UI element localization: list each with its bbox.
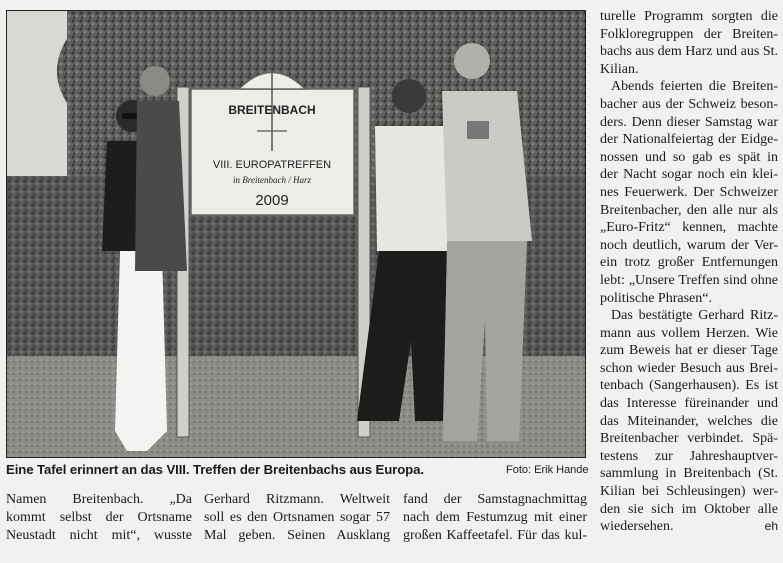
text-line: testens zur Jahreshauptver- (600, 448, 778, 464)
text-line-last (600, 518, 778, 536)
text-line: tenbach (Sangerhausen). Es ist (600, 378, 778, 394)
text-line: nach dem Festumzug mit einer (403, 510, 587, 525)
text-line: Namen Breitenbach. „Da (6, 492, 192, 507)
text-line: fand der Samstagnachmittag (403, 492, 587, 507)
text-line: der Nationalfeiertag der Eidge- (600, 132, 778, 148)
text-line: Breitenbacher, den alle nur als (600, 202, 778, 218)
photo-credit: Foto: Erik Hande (506, 464, 589, 476)
text-line: lebt: „Unsere Treffen sind ohne (600, 272, 778, 288)
text-line: zum Beweis hat er dieser Tage (600, 343, 778, 359)
text-line: Neustadt nicht mit“, wusste (6, 528, 192, 543)
text-line: bachs aus dem Harz und aus St. (600, 44, 778, 60)
text-line: Folkloregruppen der Breiten- (600, 26, 778, 42)
text-line: sammlung in Breitenbach (St. (600, 466, 778, 482)
text-line: das Miteinander, welches die (600, 413, 778, 429)
text-line: mann aus vollem Herzen. Wie (600, 325, 778, 341)
article-column-4 (600, 8, 778, 536)
text-line: der Nacht sogar noch ein klei- (600, 167, 778, 183)
article-column-2 (204, 491, 390, 545)
sign-year: 2009 (255, 192, 289, 209)
news-photo (6, 10, 586, 458)
text-line: bacher aus der Schweiz beson- (600, 96, 778, 112)
text-line: nes Feuerwerk. Der Schweizer (600, 184, 778, 200)
text-line: soll es den Ortsnamen sogar 57 (204, 510, 390, 525)
text-line: politische Phrasen“. (600, 290, 712, 306)
text-line: Breitenbacher verbindet. Spä- (600, 431, 778, 447)
sign-title: BREITENBACH (228, 103, 316, 117)
text-line: Abends feierten die Breiten- (611, 79, 778, 95)
text-line: nossen und so gab es spät in (600, 149, 778, 165)
text-line: ders. Denn dieser Samstag war (600, 114, 778, 130)
article-column-3 (403, 491, 587, 545)
article-column-1 (6, 491, 192, 545)
text-line: das Interesse füreinander und (600, 396, 778, 412)
text-line: Gerhard Ritzmann. Weltweit (204, 492, 390, 507)
text-line: Mal geben. Seinen Ausklang (204, 528, 390, 543)
caption-text: Eine Tafel erinnert an das VIII. Treffen der Breitenbachs aus Europa. (6, 462, 424, 477)
text-line: schon wieder Besuch aus Brei- (600, 360, 778, 376)
text-line: wiedersehen. (600, 519, 674, 535)
text-line: Kilian bei Schleusingen) wer- (600, 484, 778, 500)
text-line: „Euro-Fritz“ kennen, machte (600, 220, 778, 236)
author-byline: eh (764, 519, 778, 534)
text-line: ein trotz großer Entfernungen (600, 255, 778, 271)
sign-subtitle: VIII. EUROPATREFFEN (212, 159, 332, 171)
text-line: noch deutlich, warum der Ver- (600, 237, 778, 253)
photo-caption (6, 462, 584, 482)
sign-place: in Breitenbach / Harz (233, 175, 311, 185)
text-line: Das bestätigte Gerhard Ritz- (611, 308, 778, 324)
text-line: Kilian. (600, 61, 639, 77)
text-line: turelle Programm sorgten die (600, 9, 778, 24)
text-line: großen Kaffeetafel. Für das kul- (403, 528, 587, 543)
text-line: kommt selbst der Ortsname (6, 510, 192, 525)
text-line: den sie sich im Oktober alle (600, 501, 778, 517)
